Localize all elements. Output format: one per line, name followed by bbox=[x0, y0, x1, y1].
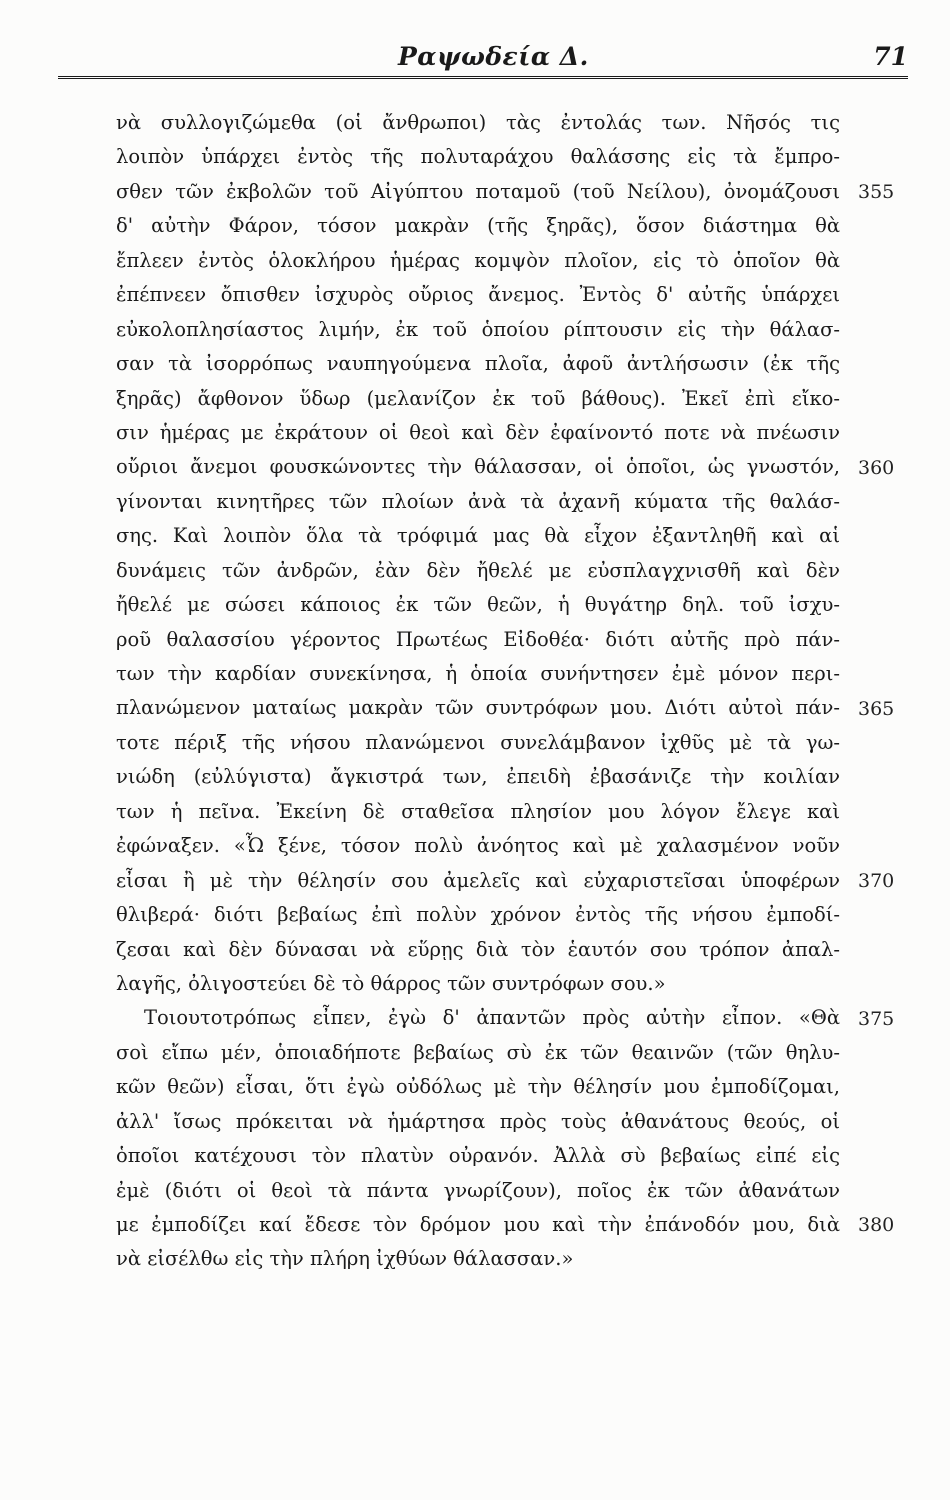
text-line: των ἡ πεῖνα. Ἐκείνη δὲ σταθεῖσα πλησίον μου λόγον ἔλεγε καὶ bbox=[116, 799, 840, 823]
text-line: λοιπὸν ὑπάρχει ἐντὸς τῆς πολυταράχου θαλάσσης εἰς τὰ ἔμπρο- bbox=[116, 145, 840, 169]
verse-number: 370 bbox=[858, 869, 895, 892]
text-line: ζεσαι καὶ δὲν δύνασαι νὰ εὕρῃς διὰ τὸν ἑαυτόν σου τρόπον ἀπαλ- bbox=[116, 937, 840, 961]
text-line: γίνονται κινητῆρες τῶν πλοίων ἀνὰ τὰ ἀχανῆ κύματα τῆς θαλάσ- bbox=[116, 489, 840, 513]
text-line: Τοιουτοτρόπως εἶπεν, ἐγὼ δ' ἀπαντῶν πρὸς αὐτὴν εἶπον. «Θὰ bbox=[144, 1006, 840, 1030]
running-head: Ραψωδεία Δ. bbox=[398, 42, 589, 71]
verse-number: 380 bbox=[858, 1214, 895, 1237]
page-number: 71 bbox=[873, 42, 908, 71]
text-line: νὰ εἰσέλθω εἰς τὴν πλήρη ἰχθύων θάλασσαν.» bbox=[116, 1247, 574, 1271]
page-header bbox=[58, 38, 908, 78]
text-line: οὔριοι ἄνεμοι φουσκώνοντες τὴν θάλασσαν, οἱ ὁποῖοι, ὡς γνωστόν, bbox=[116, 455, 840, 479]
text-line: ἔπλεεν ἐντὸς ὁλοκλήρου ἡμέρας κομψὸν πλοῖον, εἰς τὸ ὁποῖον θὰ bbox=[116, 248, 840, 272]
text-line: λαγῆς, ὀλιγοστεύει δὲ τὸ θάρρος τῶν συντρόφων σου.» bbox=[116, 971, 666, 995]
text-line: ἐμὲ (διότι οἱ θεοὶ τὰ πάντα γνωρίζουν), ποῖος ἐκ τῶν ἀθανάτων bbox=[116, 1178, 840, 1202]
verse-number: 360 bbox=[858, 456, 895, 479]
text-line: νὰ συλλογιζώμεθα (οἱ ἄνθρωποι) τὰς ἐντολάς των. Νῆσός τις bbox=[116, 111, 840, 134]
text-line: σης. Καὶ λοιπὸν ὅλα τὰ τρόφιμά μας θὰ εἶχον ἐξαντληθῆ καὶ αἱ bbox=[116, 524, 840, 548]
text-line: ἐφώναξεν. «Ὦ ξένε, τόσον πολὺ ἀνόητος καὶ μὲ χαλασμένον νοῦν bbox=[116, 834, 840, 858]
text-line: δυνάμεις τῶν ἀνδρῶν, ἐὰν δὲν ἤθελέ με εὐσπλαγχνισθῆ καὶ δὲν bbox=[116, 558, 840, 582]
text-line: σιν ἡμέρας με ἐκράτουν οἱ θεοὶ καὶ δὲν ἐφαίνοντό ποτε νὰ πνέωσιν bbox=[116, 420, 840, 444]
verse-number: 355 bbox=[858, 180, 895, 203]
header-rule bbox=[58, 76, 908, 79]
text-line: νιώδη (εὐλύγιστα) ἄγκιστρά των, ἐπειδὴ ἐβασάνιζε τὴν κοιλίαν bbox=[116, 765, 840, 789]
text-line: δ' αὐτὴν Φάρον, τόσον μακρὰν (τῆς ξηρᾶς), ὅσον διάστημα θὰ bbox=[116, 214, 840, 238]
text-line: των τὴν καρδίαν συνεκίνησα, ἡ ὁποία συνήντησεν ἐμὲ μόνον περι- bbox=[116, 662, 840, 685]
text-line: ξηρᾶς) ἄφθονον ὕδωρ (μελανίζον ἐκ τοῦ βάθους). Ἐκεῖ ἐπὶ εἴκο- bbox=[116, 386, 840, 410]
text-line: με ἐμποδίζει καί ἔδεσε τὸν δρόμον μου καὶ τὴν ἐπάνοδόν μου, διὰ bbox=[116, 1213, 840, 1236]
text-line: ἤθελέ με σώσει κάποιος ἐκ τῶν θεῶν, ἡ θυγάτηρ δηλ. τοῦ ἰσχυ- bbox=[116, 593, 840, 617]
text-line: ἀλλ' ἴσως πρόκειται νὰ ἡμάρτησα πρὸς τοὺς ἀθανάτους θεούς, οἱ bbox=[116, 1109, 840, 1133]
text-line: σαν τὰ ἰσορρόπως ναυπηγούμενα πλοῖα, ἀφοῦ ἀντλήσωσιν (ἐκ τῆς bbox=[116, 352, 840, 376]
text-line: ἐπέπνεεν ὄπισθεν ἰσχυρὸς οὔριος ἄνεμος. Ἐντὸς δ' αὐτῆς ὑπάρχει bbox=[116, 283, 840, 307]
text-line: τοτε πέριξ τῆς νήσου πλανώμενοι συνελάμβανον ἰχθῦς μὲ τὰ γω- bbox=[116, 730, 840, 754]
verse-number: 365 bbox=[858, 697, 895, 720]
text-line: σθεν τῶν ἐκβολῶν τοῦ Αἰγύπτου ποταμοῦ (τοῦ Νείλου), ὀνομάζουσι bbox=[116, 179, 840, 203]
text-line: ὁποῖοι κατέχουσι τὸν πλατὺν οὐρανόν. Ἀλλὰ σὺ βεβαίως εἰπέ εἰς bbox=[116, 1144, 840, 1168]
text-line: σοὶ εἴπω μέν, ὁποιαδήποτε βεβαίως σὺ ἐκ τῶν θεαινῶν (τῶν θηλυ- bbox=[116, 1040, 840, 1064]
text-line: εἶσαι ἢ μὲ τὴν θέλησίν σου ἀμελεῖς καὶ εὐχαριστεῖσαι ὑποφέρων bbox=[116, 868, 840, 892]
text-line: εὐκολοπλησίαστος λιμήν, ἐκ τοῦ ὁποίου ρίπτουσιν εἰς τὴν θάλασ- bbox=[116, 317, 840, 341]
body-text bbox=[116, 106, 840, 1277]
text-line: θλιβερά· διότι βεβαίως ἐπὶ πολὺν χρόνον ἐντὸς τῆς νήσου ἐμποδί- bbox=[116, 903, 840, 927]
text-line: ροῦ θαλασσίου γέροντος Πρωτέως Εἰδοθέα· διότι αὐτῆς πρὸ πάν- bbox=[116, 627, 840, 651]
text-line: πλανώμενον ματαίως μακρὰν τῶν συντρόφων μου. Διότι αὐτοὶ πάν- bbox=[116, 696, 840, 720]
verse-number: 375 bbox=[858, 1007, 895, 1030]
text-line: κῶν θεῶν) εἶσαι, ὅτι ἐγὼ οὐδόλως μὲ τὴν θέλησίν μου ἐμποδίζομαι, bbox=[116, 1075, 840, 1099]
